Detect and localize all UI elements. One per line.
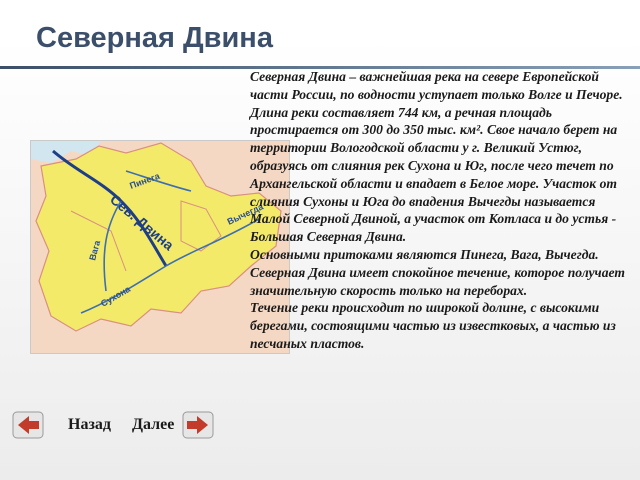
map-label-vychegda: Вычегда [225, 201, 265, 227]
paragraph-tributaries: Основными притоками являются Пинега, Вага, Вычегда. [250, 246, 599, 262]
map-label-vaga: Вага [87, 239, 103, 262]
back-button[interactable] [12, 410, 111, 440]
paragraph-valley: Течение реки происходит по широкой долине, с высокими берегами, состоящими частью из известковых, а частью из песчаных пластов. [250, 300, 616, 351]
back-label: Назад [68, 416, 111, 433]
paragraph-current: Северная Двина имеет спокойное течение, которое получает значительную скорость только на переборах. [250, 264, 625, 298]
arrow-right-icon [182, 410, 214, 440]
next-label: Далее [132, 416, 175, 433]
map-label-main-river: Сев. Двина [107, 191, 177, 254]
paragraph-main: Северная Двина – важнейшая река на севере Европейской части России, по водности уступает только Волге и Печоре. Длина реки составляет 744 км, а речная площадь простирается от 300 до 350 тыс. км². Свое начало берет на территории Вологодской области у г. Великий Устюг, образуясь от слияния рек Сухона и Юг, после чего течет по Архангельской области и впадает в Белое море. Участок от слияния Сухоны и Юга до впадения Вычегды называется Малой Северной Двиной, а участок от Котласа и до устья - Большая Северная Двина. [250, 69, 623, 245]
next-button[interactable] [132, 410, 214, 440]
description-text [250, 68, 636, 353]
map-label-pinega: Пинега [128, 170, 162, 191]
slide-title: Северная Двина [36, 22, 273, 54]
arrow-left-icon [12, 410, 44, 440]
map-label-sukhona: Сухона [99, 283, 133, 309]
